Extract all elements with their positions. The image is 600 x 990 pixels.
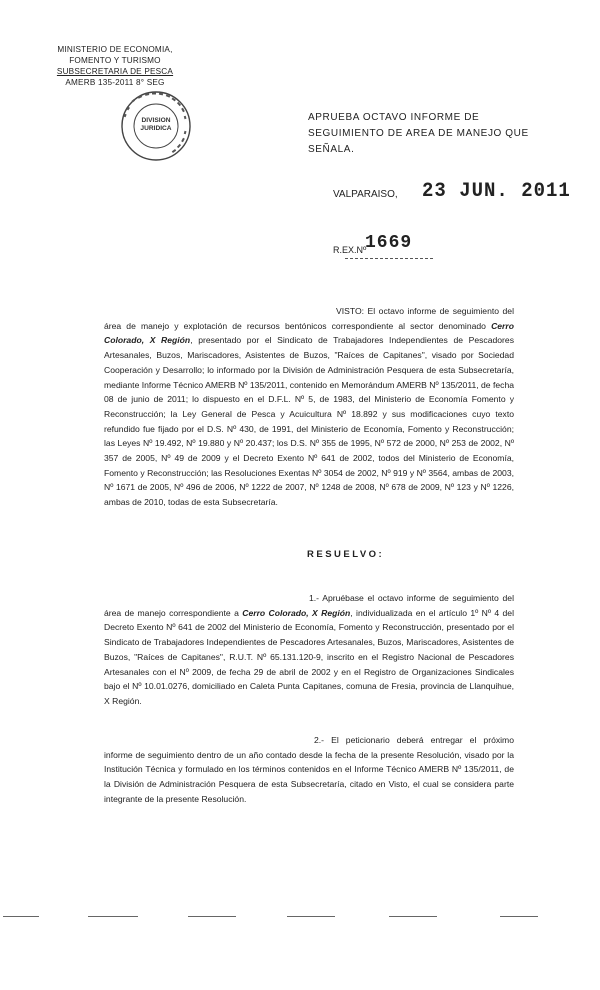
visto-lead: VISTO: El octavo informe de seguimiento del área de manejo y explotación de recursos bentónicos correspondiente al sector denominado: [104, 306, 514, 331]
stamp-label: [120, 117, 192, 133]
footer-rule: [500, 916, 538, 917]
place-label: VALPARAISO,: [333, 189, 398, 200]
resolution-number-underline: [345, 258, 433, 259]
article-1-rest: , individualizada en el artículo 1º Nº 4 del Decreto Exento Nº 641 de 2002 del Ministerio de Economía, Fomento y Reconstrucción, presentado por el Sindicato de Trabajadores Independientes de Pescadores Artesanales, Buzos, Mariscadores, Asistentes de Buzos, "Raíces de Capitanes", R.U.T. Nº 65.131.120-9, inscrito en el Registro Nacional de Pescadores Artesanales con el Nº 2009, de fecha 29 de abril de 2002 y en el Registro de Organizaciones Sindicales bajo el Nº 10.01.0276, domiciliado en Caleta Punta Capitanes, comuna de Fresia, provincia de Llanquihue, X Región.: [104, 607, 514, 706]
article-2: 2.- El peticionario deberá entregar el próximo informe de seguimiento dentro de un año contado desde la fecha de la presente Resolución, visado por la Institución Técnica y formulado en los términos contenidos en el Informe Técnico AMERB Nº 135/2011, de la División de Administración Pesquera de esta Subsecretaría, citado en Visto, el cual se considera parte integrante de la presente Resolución.: [104, 735, 514, 804]
footer-rule: [88, 916, 138, 917]
letterhead: [30, 44, 200, 88]
file-reference: AMERB 135-2011 8° SEG: [65, 78, 165, 87]
visto-rest: , presentado por el Sindicato de Trabajadores Independientes de Pescadores Artesanales, Buzos, Mariscadores, Asistentes de Buzos, "Raíces de Capitanes", visado por Sociedad Cooperación y Desarrollo; lo informado por la División de Administración Pesquera de esta Subsecretaría, mediante Informe Técnico AMERB Nº 135/2011, contenido en Memorándum AMERB Nº 135/2011, de fecha 08 de junio de 2011; lo dispuesto en el D.F.L. Nº 5, de 1983, del Ministerio de Economía Fomento y Reconstrucción; la Ley General de Pesca y Acuicultura Nº 18.892 y sus modificaciones cuyo texto refundido fue fijado por el D.S. Nº 430, de 1991, del Ministerio de Economía, Fomento y Reconstrucción; las Leyes Nº 19.492, Nº 19.880 y Nº 20.437; los D.S. Nº 355 de 1995, Nº 572 de 2000, Nº 253 de 2002, Nº 357 de 2005, Nº 49 de 2009 y el Decreto Exento Nº 641 de 2002, todos del Ministerio de Economía, Fomento y Reconstrucción; las Resoluciones Exentas Nº 3054 de 2002, Nº 919 y Nº 3564, ambas de 2003, Nº 1671 de 2005, Nº 496 de 2006, Nº 1222 de 2007, Nº 1248 de 2008, Nº 678 de 2009, Nº 123 y Nº 1226, ambas de 2010, todas de esta Subsecretaría.: [104, 335, 514, 508]
footer-rule: [3, 916, 39, 917]
resolution-title: APRUEBA OCTAVO INFORME DE SEGUIMIENTO DE AREA DE MANEJO QUE SEÑALA.: [308, 112, 529, 155]
footer-rule: [389, 916, 437, 917]
footer-rule: [287, 916, 335, 917]
subsecretaria-name: SUBSECRETARIA DE PESCA: [56, 67, 174, 76]
ministry-name: MINISTERIO DE ECONOMIA,: [57, 45, 173, 54]
article-1-sector-name: Cerro Colorado, X Región: [242, 607, 351, 618]
resuelvo-heading: RESUELVO:: [307, 549, 385, 560]
article-1-lead: 1.- Apruébase el octavo informe de seguimiento del área de manejo correspondiente a: [104, 593, 514, 618]
visto-paragraph: [104, 304, 514, 510]
visto-sector-name: Cerro Colorado, X Región: [104, 320, 514, 346]
date-stamp: 23 JUN. 2011: [422, 179, 571, 203]
footer-rule: [188, 916, 236, 917]
resolution-number-label: R.EX.Nº: [333, 245, 367, 255]
resolution-number: 1669: [365, 233, 413, 253]
stamp-line-division: DIVISION: [141, 117, 171, 124]
division-juridica-stamp: [120, 90, 192, 162]
article-1: [104, 591, 514, 709]
stamp-line-juridica: JURIDICA: [140, 125, 172, 132]
ministry-name-line2: FOMENTO Y TURISMO: [69, 56, 161, 65]
